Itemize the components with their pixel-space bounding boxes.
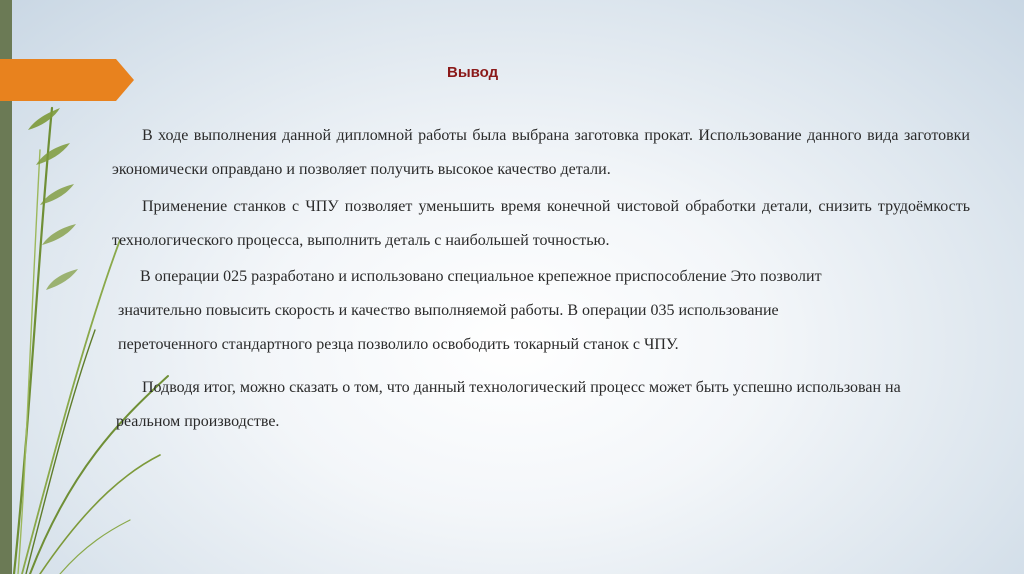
paragraph-1: В ходе выполнения данной дипломной работы была выбрана заготовка прокат. Использование данного вида заготовки экономически оправдано и позволяет получить высокое качество детали. xyxy=(112,127,970,178)
paragraph-4: Подводя итог, можно сказать о том, что данный технологический процесс может быть успешно использован на реальном производстве. xyxy=(116,379,901,430)
paragraph-3: В операции 025 разработано и использовано специальное крепежное приспособление Это позволит значительно повысить скорость и качество выполняемой работы. В операции 035 использование переточенного стандартного резца позволило освободить токарный станок с ЧПУ. xyxy=(118,268,822,353)
paragraph-2: Применение станков с ЧПУ позволяет уменьшить время конечной чистовой обработки детали, снизить трудоёмкость технологического процесса, выполнить деталь с наибольшей точностью. xyxy=(112,198,970,249)
orange-arrow-tab xyxy=(0,59,134,101)
slide-title: Вывод xyxy=(447,64,499,81)
